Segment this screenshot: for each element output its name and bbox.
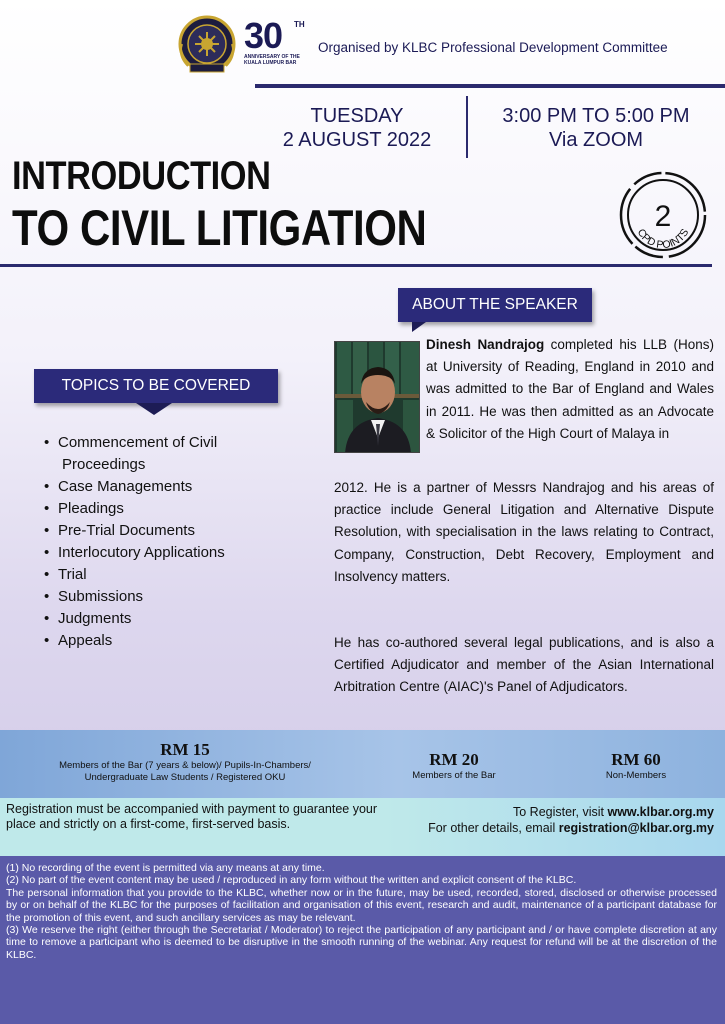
terms-note: (1) No recording of the event is permitted via any means at any time. bbox=[6, 862, 325, 874]
register-line bbox=[385, 804, 714, 820]
topics-heading: TOPICS TO BE COVERED bbox=[34, 369, 278, 403]
registration-contact bbox=[385, 798, 725, 856]
speaker-bio-part-2: 2012. He is a partner of Messrs Nandrajog and his areas of practice include General Litigation and Alternative Dispute Resolution, with specialisation in the laws relating to Contract, Company, Construction, Debt Recovery, Employment and Insolvency matters. bbox=[334, 480, 714, 584]
cpd-points-stamp bbox=[618, 170, 708, 260]
event-venue: Via ZOOM bbox=[548, 129, 644, 151]
cpd-points-number: 2 bbox=[654, 200, 672, 233]
price-description: Members of the Bar bbox=[412, 770, 496, 781]
title-line-2: TO CIVIL LITIGATION bbox=[12, 200, 427, 256]
price-description: Non-Members bbox=[605, 770, 667, 781]
terms-note: The personal information that you provide to the KLBC, whether now or in the future, may be used, recorded, stored, disclosed or otherwise processed by or on behalf of the KLBC for the purposes of facilitation and organisation of this event, research and audit, maintenance of a participant database for the promotion of this event, and such ancillary services as may be relevant. bbox=[6, 886, 717, 924]
event-day: TUESDAY bbox=[310, 105, 404, 127]
topic-item: • Submissions bbox=[44, 586, 314, 608]
price-amount: RM 20 bbox=[429, 750, 479, 769]
about-speaker-ribbon-fold bbox=[412, 322, 426, 332]
register-prefix: To Register, visit bbox=[513, 805, 608, 819]
speaker-bio-intro bbox=[426, 334, 714, 445]
header-divider bbox=[255, 84, 725, 88]
price-tier-rm15 bbox=[20, 740, 350, 784]
speaker-name: Dinesh Nandrajog bbox=[426, 337, 545, 352]
price-amount: RM 60 bbox=[611, 750, 661, 769]
date-time-divider bbox=[466, 96, 468, 158]
price-description: Undergraduate Law Students / Registered OKU bbox=[84, 772, 286, 783]
anniversary-logo bbox=[244, 15, 306, 70]
topic-item: • Appeals bbox=[44, 630, 314, 652]
anniversary-subtitle-1: ANNIVERSARY OF THE bbox=[244, 54, 300, 60]
cpd-points-label: CPD POINTS bbox=[634, 226, 692, 252]
topic-item: • Judgments bbox=[44, 608, 314, 630]
terms-note: (2) No part of the event content may be used / reproduced in any form without the written and explicit consent of the KLBC. bbox=[6, 874, 577, 887]
speaker-bio-part-3: He has co-authored several legal publications, and is also a Certified Adjudicator and member of the Asian International Arbitration Centre (AIAC)'s Panel of Adjudicators. bbox=[334, 635, 714, 695]
price-amount: RM 15 bbox=[160, 740, 210, 759]
anniversary-subtitle-2: KUALA LUMPUR BAR bbox=[244, 60, 297, 66]
price-tier-rm20 bbox=[384, 750, 524, 782]
topics-list bbox=[44, 432, 314, 652]
event-time: 3:00 PM TO 5:00 PM bbox=[502, 105, 690, 127]
price-tier-rm60 bbox=[576, 750, 696, 782]
kl-bar-seal-logo bbox=[178, 14, 236, 76]
anniversary-number: 30 bbox=[244, 15, 283, 56]
topic-item: • Pleadings bbox=[44, 498, 314, 520]
title-line-1: INTRODUCTION bbox=[12, 154, 271, 198]
topic-item: • Pre-Trial Documents bbox=[44, 520, 314, 542]
topics-ribbon-pointer bbox=[136, 403, 172, 415]
event-date: 2 AUGUST 2022 bbox=[282, 129, 432, 151]
details-email-link[interactable]: registration@klbar.org.my bbox=[558, 821, 714, 835]
registration-note: Registration must be accompanied with payment to guarantee your place and strictly on a first-come, first-served basis. bbox=[0, 798, 385, 856]
topic-item: • Interlocutory Applications bbox=[44, 542, 314, 564]
organiser-text: Organised by KLBC Professional Development Committee bbox=[318, 40, 668, 55]
speaker-photo bbox=[334, 341, 420, 453]
date-block bbox=[262, 104, 452, 152]
register-url-link[interactable]: www.klbar.org.my bbox=[607, 805, 714, 819]
topic-item-text: Commencement of Civil bbox=[58, 434, 218, 451]
topic-item-continuation: Proceedings bbox=[62, 456, 146, 473]
time-block bbox=[478, 104, 714, 152]
price-description: Members of the Bar (7 years & below)/ Pupils-In-Chambers/ bbox=[59, 760, 311, 771]
speaker-bio-part-1: completed his LLB (Hons) at University of Reading, England in 2010 and was admitted to the Bar of England and Wales in 2011. He was then admitted as an Advocate & Solicitor of the High Court of Malaya in bbox=[426, 337, 714, 441]
topic-item: • Trial bbox=[44, 564, 314, 586]
details-prefix: For other details, email bbox=[428, 821, 559, 835]
terms-note: (3) We reserve the right (either through the Secretariat / Moderator) to reject the participation of any participant and / or have complete discretion at any time to remove a participant who is deemed to be disruptive in the smooth running of the webinar. Any request for refund will be at the discretion of the KLBC. bbox=[6, 924, 717, 961]
terms-footer bbox=[0, 856, 725, 1024]
details-line bbox=[385, 820, 714, 836]
topic-item bbox=[44, 432, 314, 476]
about-speaker-heading: ABOUT THE SPEAKER bbox=[398, 288, 592, 322]
event-title bbox=[12, 150, 505, 254]
title-divider bbox=[0, 264, 712, 267]
topic-item: • Case Managements bbox=[44, 476, 314, 498]
anniversary-th: TH bbox=[294, 20, 305, 29]
